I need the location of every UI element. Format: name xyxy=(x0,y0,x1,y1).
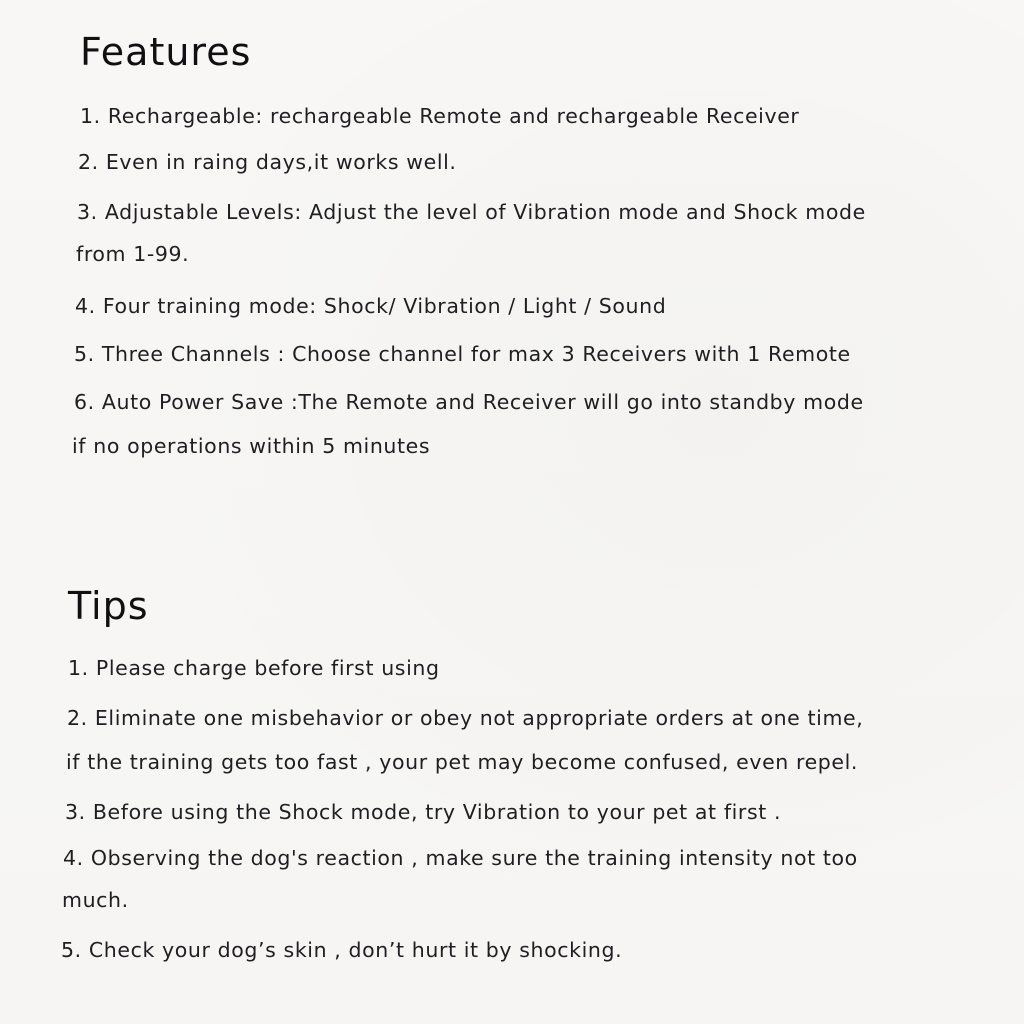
features-line-4: 4. Four training mode: Shock/ Vibration / Light / Sound xyxy=(75,294,667,318)
tips-heading: Tips xyxy=(68,584,149,628)
features-line-6: 6. Auto Power Save :The Remote and Receiver will go into standby mode xyxy=(74,390,864,414)
features-line-6-cont: if no operations within 5 minutes xyxy=(72,434,431,458)
tips-line-4-cont: much. xyxy=(62,888,129,912)
features-line-5: 5. Three Channels : Choose channel for max 3 Receivers with 1 Remote xyxy=(74,342,851,366)
features-heading: Features xyxy=(80,30,252,74)
features-line-3: 3. Adjustable Levels: Adjust the level of Vibration mode and Shock mode xyxy=(77,200,866,224)
tips-line-5: 5. Check your dog’s skin , don’t hurt it by shocking. xyxy=(61,938,623,962)
tips-line-3: 3. Before using the Shock mode, try Vibration to your pet at first . xyxy=(65,800,782,824)
features-line-1: 1. Rechargeable: rechargeable Remote and rechargeable Receiver xyxy=(80,104,800,128)
tips-line-1: 1. Please charge before first using xyxy=(68,656,440,680)
tips-line-2-cont: if the training gets too fast , your pet may become confused, even repel. xyxy=(66,750,859,774)
features-line-2: 2. Even in raing days,it works well. xyxy=(78,150,457,174)
tips-line-4: 4. Observing the dog's reaction , make sure the training intensity not too xyxy=(63,846,858,870)
tips-line-2: 2. Eliminate one misbehavior or obey not appropriate orders at one time, xyxy=(67,706,864,730)
features-line-3-cont: from 1-99. xyxy=(76,242,190,266)
